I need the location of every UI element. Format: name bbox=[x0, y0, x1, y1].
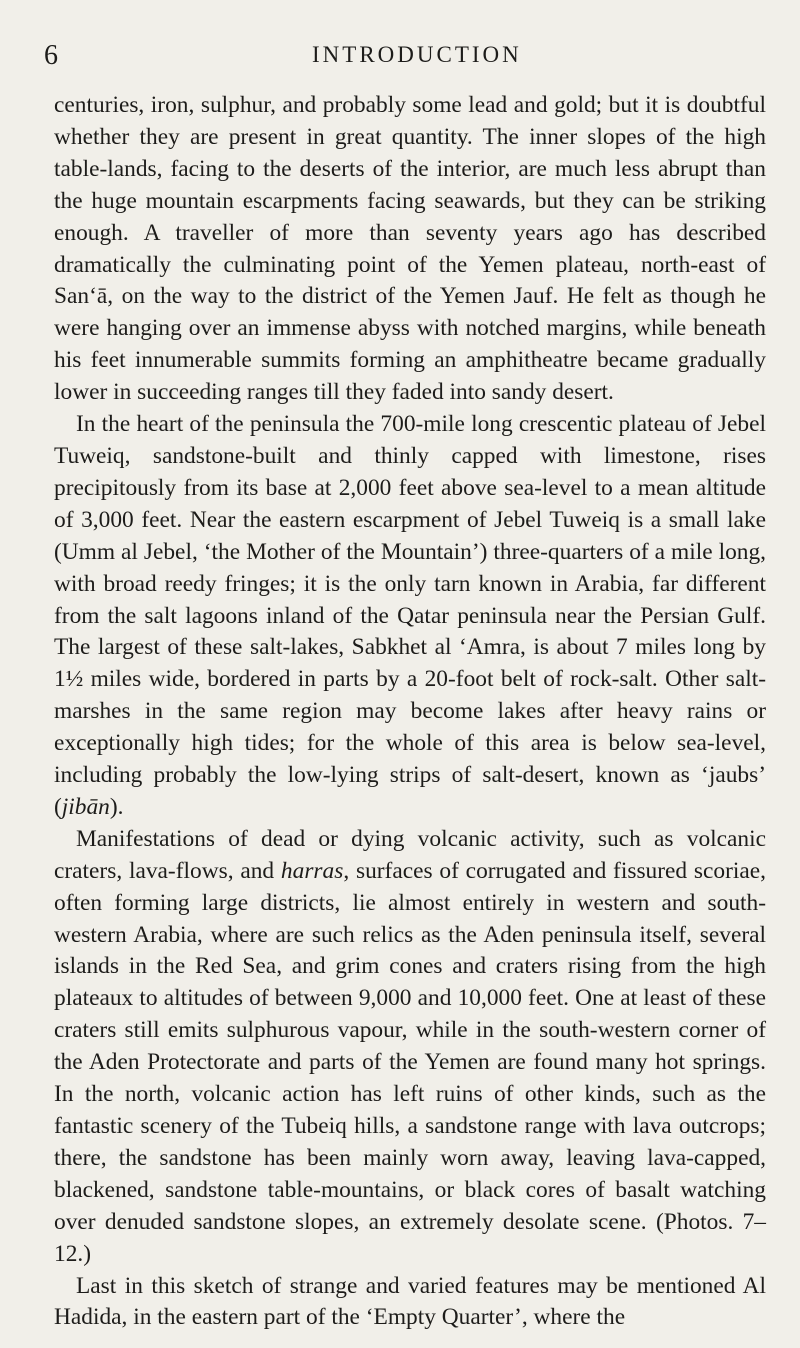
text-run: In the heart of the peninsula the 700-mile long crescentic plateau of Jebel Tuweiq, sandstone-built and thinly capped with limestone, rises precipitously from its base at 2,000 feet above sea-level to a mean altitude of 3,000 feet. Near the eastern escarpment of Jebel Tuweiq is a small lake (Umm al Jebel, ‘the Mother of the Mountain’) three-quarters of a mile long, with broad reedy fringes; it is the only tarn known in Arabia, far different from the salt lagoons inland of the Qatar peninsula near the Persian Gulf. The largest of these salt-lakes, Sabkhet al ‘Amra, is about 7 miles long by 1½ miles wide, bordered in parts by a 20-foot belt of rock-salt. Other salt-marshes in the same region may become lakes after heavy rains or exceptionally high tides; for the whole of this area is below sea-level, including probably the low-lying strips of salt-desert, known as ‘jaubs’ ( bbox=[54, 411, 766, 820]
page-number: 6 bbox=[44, 40, 59, 71]
text-run: centuries, iron, sulphur, and probably some lead and gold; but it is doubtful whether they are present in great quantity. The inner slopes of the high table-lands, facing to the deserts of the interior, are much less abrupt than the huge mountain escarpments facing seawards, but they can be striking enough. A traveller of more than seventy years ago has described dramatically the culminating point of the Yemen plateau, north-east of San‘ā, on the way to the district of the Yemen Jauf. He felt as though he were hanging over an immense abyss with notched margins, while beneath his feet innumerable summits forming an amphitheatre became gradually lower in succeeding ranges till they faded into sandy desert. bbox=[54, 92, 766, 406]
running-head: INTRODUCTION bbox=[312, 42, 522, 67]
text-run: , surfaces of corrugated and fissured scoriae, often forming large districts, lie almost entirely in western and south-western Arabia, where are such relics as the Aden peninsula itself, several islands in the Red Sea, and grim cones and craters rising from the high plateaux to altitudes of between 9,000 and 10,000 feet. One at least of these craters still emits sulphurous vapour, while in the south-western corner of the Aden Protectorate and parts of the Yemen are found many hot springs. In the north, volcanic action has left ruins of other kinds, such as the fantastic scenery of the Tubeiq hills, a sandstone range with lava outcrops; there, the sandstone has been mainly worn away, leaving lava-capped, blackened, sandstone table-mountains, or black cores of basalt watching over denuded sandstone slopes, an extremely desolate scene. (Photos. 7–12.) bbox=[54, 857, 766, 1267]
text-run: ). bbox=[109, 793, 124, 820]
paragraph-p3 bbox=[54, 824, 766, 1271]
paragraph-p2 bbox=[54, 409, 766, 824]
paragraph-p1 bbox=[54, 90, 766, 409]
italic-term: harras bbox=[280, 857, 344, 884]
italic-term: jibān bbox=[61, 793, 110, 820]
paragraph-p4 bbox=[54, 1271, 766, 1335]
text-run: Last in this sketch of strange and varied features may be mentioned Al Hadida, in the eastern part of the ‘Empty Quarter’, where the bbox=[54, 1272, 766, 1331]
body-text bbox=[54, 90, 766, 1334]
page-header bbox=[44, 40, 756, 76]
text-run: Manifestations of dead or dying volcanic activity, such as volcanic craters, lava-flows, and bbox=[54, 825, 766, 884]
